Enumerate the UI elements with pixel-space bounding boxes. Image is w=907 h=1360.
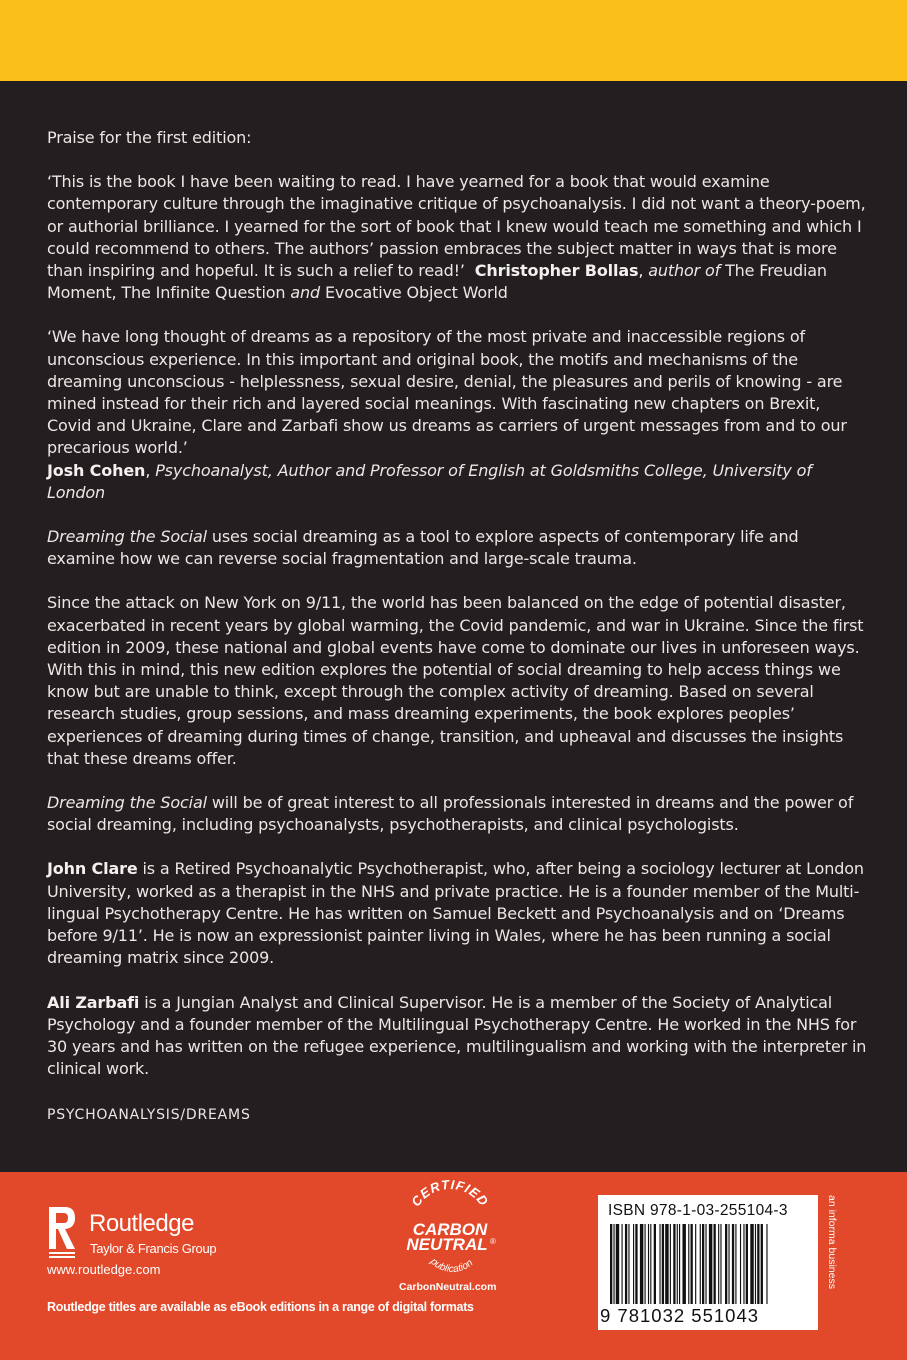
author-name: John Clare xyxy=(47,859,138,879)
subject-category: PSYCHOANALYSIS/DREAMS xyxy=(47,1107,251,1123)
author-name: Ali Zarbafi xyxy=(47,992,140,1012)
description-paragraph: Since the attack on New York on 9/11, the world has been balanced on the edge of potential disaster, exacerbated in recent years by global warming, the Covid pandemic, and war in Ukraine. Since the first edition in 2009, these national and global events have come to dominate our lives in unforeseen ways. With this in mind, this new edition explores the potential of social dreaming to help access things we know but are unable to think, except through the complex activity of dreaming. Based on several research studies, group sessions, and mass dreaming experiments, the book explores peoples’ experiences of dreaming during times of change, transition, and upheaval and discusses the insights that these dreams offer. xyxy=(47,593,864,768)
informa-tagline: an informa business xyxy=(826,1195,838,1289)
barcode-bars-icon xyxy=(610,1224,806,1304)
description-paragraph xyxy=(47,526,867,570)
isbn-label: ISBN 978-1-03-255104-3 xyxy=(608,1202,788,1219)
description-paragraph xyxy=(47,792,867,836)
quote-cohen: ‘We have long thought of dreams as a repository of the most private and inaccessible regions of unconscious experience. In this important and original book, the motifs and mechanisms of the dreaming unconscious - helplessness, sexual desire, denial, the pleasures and perils of knowing - are mined instead for their rich and layered social meanings. With fascinating new chapters on Brexit, Covid and Ukraine, Clare and Zarbafi show us dreams as carriers of urgent messages from and to our precarious world.’ Josh Cohen, Psychoanalyst, Author and Professor of English at Goldsmiths College, University of London xyxy=(47,327,847,502)
praise-heading: Praise for the first edition: xyxy=(47,128,252,147)
quote-author: Josh Cohen xyxy=(47,460,146,480)
quote-credit-title: The Freudian Moment, The Infinite Question xyxy=(47,261,827,303)
book-title: Dreaming the Social xyxy=(47,793,207,813)
back-cover-text xyxy=(47,127,867,1102)
badge-top-text: CERTIFIED xyxy=(408,1180,492,1210)
publisher-name: Routledge xyxy=(89,1210,194,1237)
badge-neutral-text: NEUTRAL xyxy=(406,1235,488,1254)
quote-text: ‘This is the book I have been waiting to read. I have yearned for a book that would examine contemporary culture through the imaginative critique of psychoanalysis. I did not want a theory-poem, or authorial brilliance. I yearned for the sort of book that I knew would teach me something and which I could recommend to others. The authors’ passion embraces the subject matter in ways that is more than inspiring and hopeful. It is such a relief to read!’ xyxy=(47,172,866,281)
quote-credit: Psychoanalyst, Author and Professor of English at Goldsmiths College, University of London xyxy=(47,460,812,502)
description-text: uses social dreaming as a tool to explore aspects of contemporary life and examine how we can reverse social fragmentation and large-scale trauma. xyxy=(47,527,799,569)
carbon-neutral-url[interactable]: CarbonNeutral.com xyxy=(399,1281,497,1293)
author-bio: is a Jungian Analyst and Clinical Supervisor. He is a member of the Society of Analytical Psychology and a founder member of the Multilingual Psychotherapy Centre. He worked in the NHS for 30 years and has written on the refugee experience, multilingualism and working with the interpreter in clinical work. xyxy=(47,992,867,1079)
quote-bollas: ‘This is the book I have been waiting to read. I have yearned for a book that would examine contemporary culture through the imaginative critique of psychoanalysis. I did not want a theory-poem, or authorial brilliance. I yearned for the sort of book that I knew would teach me something and which I could recommend to others. The authors’ passion embraces the subject matter in ways that is more than inspiring and hopeful. It is such a relief to read!’ Christopher Bollas, author of The Freudian Moment, The Infinite Question and Evocative Object World xyxy=(47,172,866,303)
author-bio-clare xyxy=(47,858,867,969)
svg-text:publication xyxy=(427,1256,475,1275)
author-bio: is a Retired Psychoanalytic Psychotherapist, who, after being a sociology lecturer at London University, worked as a therapist in the NHS and private practice. He is a founder member of the Multi-lingual Psychotherapy Centre. He has written on Samuel Beckett and Psychoanalysis and on ‘Dreams before 9/11’. He is now an expressionist painter living in Wales, where he has been running a social dreaming matrix since 2009. xyxy=(47,859,864,968)
badge-carbon-text: CARBON xyxy=(412,1220,488,1239)
top-color-band xyxy=(0,0,907,81)
quote-author: Christopher Bollas xyxy=(474,261,639,281)
carbon-neutral-badge-icon xyxy=(395,1180,505,1280)
badge-bottom-text: publication xyxy=(428,1256,476,1276)
description-text: will be of great interest to all professionals interested in dreams and the power of social dreaming, including psychoanalysts, psychotherapists, and clinical psychologists. xyxy=(47,793,854,835)
barcode-digits: 9 781032 551043 xyxy=(600,1305,760,1326)
ebook-note: Routledge titles are available as eBook editions in a range of digital formats xyxy=(47,1300,474,1314)
publisher-group: Taylor & Francis Group xyxy=(90,1241,217,1256)
isbn-barcode xyxy=(598,1195,818,1330)
quote-credit-and: and xyxy=(290,283,320,303)
quote-credit-title: Evocative Object World xyxy=(324,283,508,303)
routledge-logo-icon xyxy=(47,1205,77,1261)
quote-credit-prefix: author of xyxy=(648,261,721,281)
book-title: Dreaming the Social xyxy=(47,527,207,547)
badge-reg-text: ® xyxy=(490,1237,496,1246)
quote-text: ‘We have long thought of dreams as a repository of the most private and inaccessible regions of unconscious experience. In this important and original book, the motifs and mechanisms of the dreaming unconscious - helplessness, sexual desire, denial, the pleasures and perils of knowing - are mined instead for their rich and layered social meanings. With fascinating new chapters on Brexit, Covid and Ukraine, Clare and Zarbafi show us dreams as carriers of urgent messages from and to our precarious world.’ xyxy=(47,327,847,458)
svg-text:CERTIFIED xyxy=(408,1180,492,1209)
author-bio-zarbafi xyxy=(47,992,867,1081)
publisher-url[interactable]: www.routledge.com xyxy=(47,1262,161,1277)
